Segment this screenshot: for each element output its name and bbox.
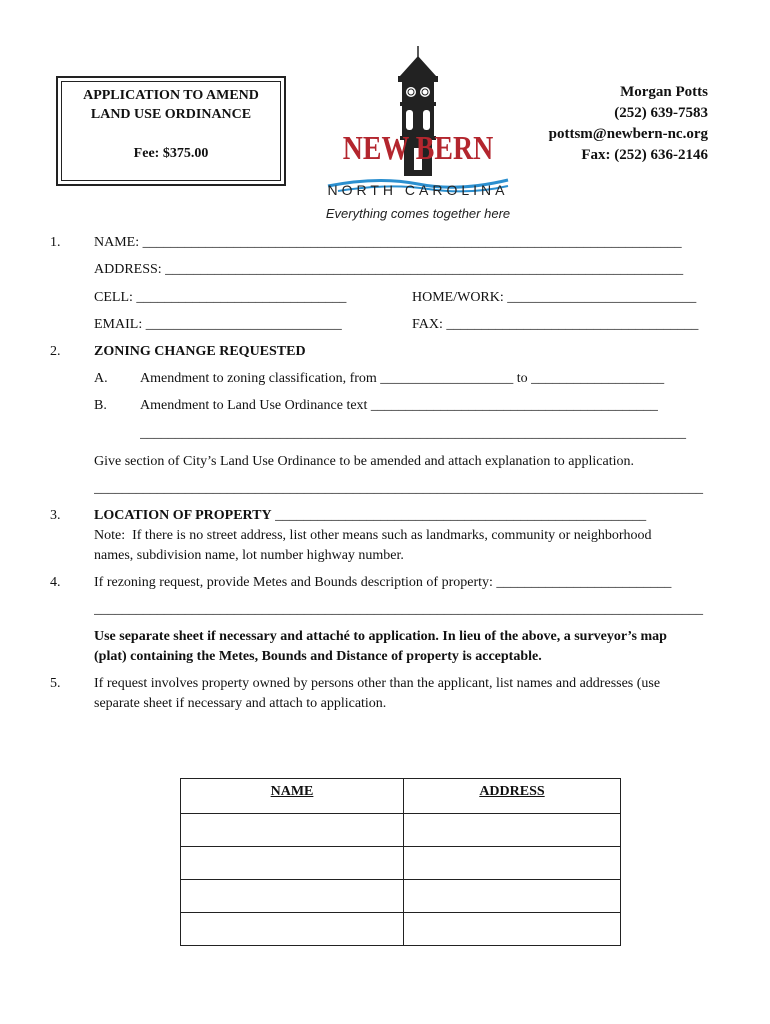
separate-sheet-note-line-1: Use separate sheet if necessary and attaché to application. In lieu of the above, a surveyor’s map bbox=[94, 629, 667, 644]
owner-name-cell[interactable] bbox=[181, 847, 404, 880]
give-section-instruction: Give section of City’s Land Use Ordinance to be amended and attach explanation to application. bbox=[94, 454, 634, 469]
contact-name: Morgan Potts bbox=[620, 84, 708, 100]
owner-address-cell[interactable] bbox=[404, 913, 621, 946]
contact-phone: (252) 639-7583 bbox=[614, 105, 708, 121]
form-title bbox=[58, 86, 284, 124]
metes-bounds-line-2[interactable]: _______________________________________________________________________________________ bbox=[94, 602, 703, 617]
item-number-2: 2. bbox=[50, 344, 61, 359]
form-title-line-2: LAND USE ORDINANCE bbox=[90, 107, 252, 122]
name-column-header: NAME bbox=[181, 779, 404, 814]
table-row bbox=[181, 847, 621, 880]
owners-instruction-line-1: If request involves property owned by persons other than the applicant, list names and addresses (use bbox=[94, 676, 661, 691]
item-number-4: 4. bbox=[50, 575, 61, 590]
location-note-line-2: names, subdivision name, lot number highway number. bbox=[94, 548, 404, 563]
owner-name-cell[interactable] bbox=[181, 880, 404, 913]
title-box bbox=[56, 76, 286, 186]
item-number-5: 5. bbox=[50, 676, 61, 691]
location-line[interactable]: _____________________________________________________ bbox=[271, 508, 647, 523]
option-b-label: B. bbox=[94, 398, 107, 413]
option-a-label: A. bbox=[94, 371, 108, 386]
item-number-1: 1. bbox=[50, 235, 61, 250]
address-column-header: ADDRESS bbox=[404, 779, 621, 814]
item-number-3: 3. bbox=[50, 508, 61, 523]
fee-label: Fee: $375.00 bbox=[133, 146, 209, 161]
owner-address-cell[interactable] bbox=[404, 814, 621, 847]
fax-field[interactable]: FAX: ____________________________________ bbox=[412, 317, 699, 332]
table-row bbox=[181, 880, 621, 913]
home-work-field[interactable]: HOME/WORK: ___________________________ bbox=[412, 290, 697, 305]
zoning-classification-field[interactable]: Amendment to zoning classification, from ___________________ to ___________________ bbox=[140, 371, 665, 386]
table-row bbox=[181, 913, 621, 946]
owner-address-cell[interactable] bbox=[404, 847, 621, 880]
ordinance-text-field[interactable]: Amendment to Land Use Ordinance text _________________________________________ bbox=[140, 398, 658, 413]
logo-city-name: NEW BERN bbox=[342, 130, 494, 167]
form-title-line-1: APPLICATION TO AMEND bbox=[83, 88, 259, 103]
give-section-line[interactable]: _______________________________________________________________________________________ bbox=[94, 481, 703, 496]
owner-name-cell[interactable] bbox=[181, 913, 404, 946]
logo-tagline: Everything comes together here bbox=[325, 206, 511, 221]
location-of-property-field[interactable] bbox=[94, 508, 716, 524]
email-field[interactable]: EMAIL: ____________________________ bbox=[94, 317, 342, 332]
table-row bbox=[181, 814, 621, 847]
contact-block bbox=[549, 82, 708, 166]
owner-name-cell[interactable] bbox=[181, 814, 404, 847]
zoning-change-heading: ZONING CHANGE REQUESTED bbox=[94, 344, 306, 359]
logo-state-name: NORTH CAROLINA bbox=[327, 182, 509, 198]
owner-address-cell[interactable] bbox=[404, 880, 621, 913]
separate-sheet-note-line-2: (plat) containing the Metes, Bounds and Distance of property is acceptable. bbox=[94, 649, 542, 664]
table-header-row bbox=[181, 779, 621, 814]
owners-instruction-line-2: separate sheet if necessary and attach to application. bbox=[94, 696, 387, 711]
location-note-line-1: Note: If there is no street address, list other means such as landmarks, community or neighborhood bbox=[94, 528, 652, 543]
new-bern-logo bbox=[318, 44, 518, 234]
name-field[interactable]: NAME: _____________________________________________________________________________ bbox=[94, 235, 682, 250]
clock-tower-icon bbox=[318, 44, 518, 194]
contact-fax: Fax: (252) 636-2146 bbox=[581, 147, 708, 163]
contact-email: pottsm@newbern-nc.org bbox=[548, 126, 708, 142]
address-field[interactable]: ADDRESS: __________________________________________________________________________ bbox=[94, 262, 684, 277]
owners-table bbox=[180, 778, 621, 946]
metes-bounds-field[interactable]: If rezoning request, provide Metes and Bounds description of property: _________________________ bbox=[94, 575, 672, 590]
location-heading: LOCATION OF PROPERTY bbox=[94, 508, 272, 523]
cell-field[interactable]: CELL: ______________________________ bbox=[94, 290, 347, 305]
ordinance-text-line-2[interactable]: ______________________________________________________________________________ bbox=[140, 426, 686, 441]
